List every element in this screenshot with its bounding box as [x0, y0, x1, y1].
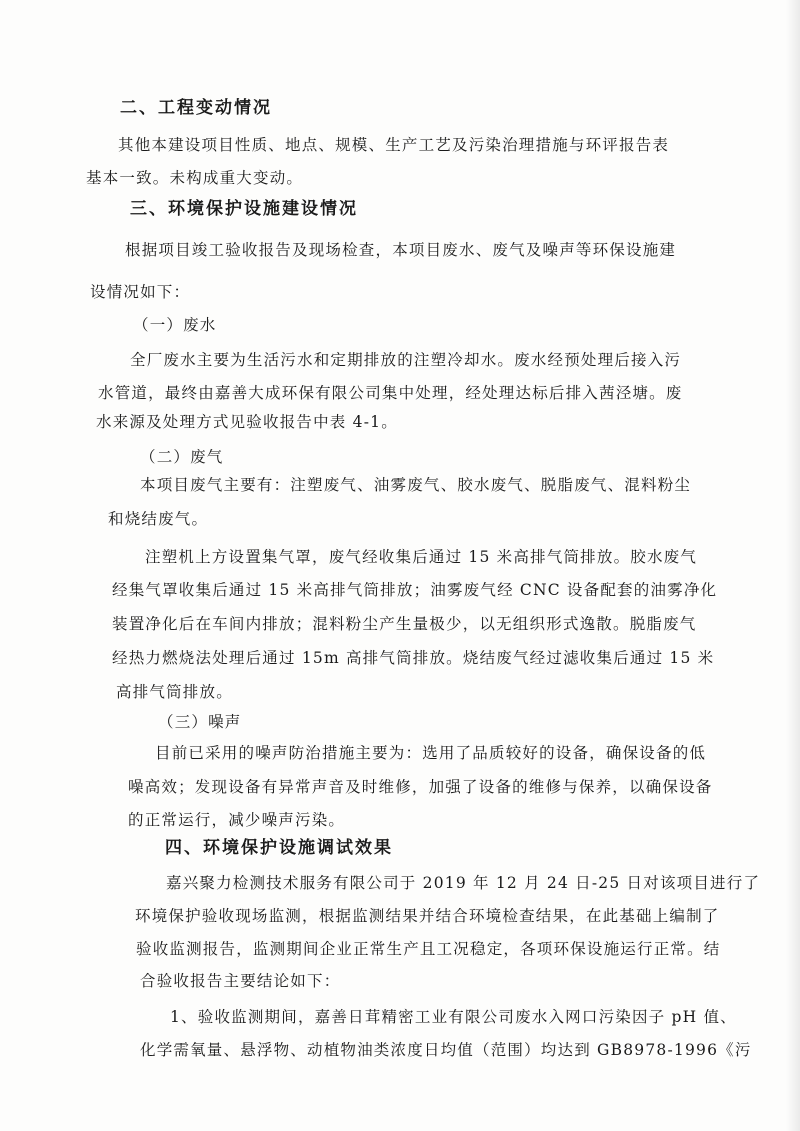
paragraph-line: 全厂废水主要为生活污水和定期排放的注塑冷却水。废水经预处理后接入污: [130, 351, 682, 369]
paragraph-line: 化学需氧量、悬浮物、动植物油类浓度日均值（范围）均达到 GB8978-1996《污: [140, 1041, 752, 1059]
paragraph-line: 装置净化后在车间内排放；混料粉尘产生量极少，以无组织形式逸散。脱脂废气: [112, 615, 697, 633]
paragraph-line: 基本一致。未构成重大变动。: [86, 169, 304, 187]
paragraph-line: 其他本建设项目性质、地点、规模、生产工艺及污染治理措施与环评报告表: [118, 136, 670, 154]
paragraph-line: 和烧结废气。: [108, 510, 209, 528]
paragraph-line: 注塑机上方设置集气罩，废气经收集后通过 15 米高排气筒排放。胶水废气: [145, 548, 698, 566]
paragraph-line: 根据项目竣工验收报告及现场检查，本项目废水、废气及噪声等环保设施建: [125, 241, 677, 259]
paragraph-line: 合验收报告主要结论如下：: [140, 972, 341, 990]
paragraph-line: 水来源及处理方式见验收报告中表 4-1。: [96, 413, 398, 431]
paragraph-line: 水管道，最终由嘉善大成环保有限公司集中处理，经处理达标后排入茜泾塘。废: [98, 384, 683, 402]
paragraph-line: 的正常运行，减少噪声污染。: [128, 811, 346, 829]
section-heading-3: 三、环境保护设施建设情况: [130, 199, 358, 219]
subsection-title-exhaust: （二）废气: [140, 448, 224, 466]
subsection-title-wastewater: （一）废水: [133, 316, 217, 334]
paragraph-line: 验收监测报告，监测期间企业正常生产且工况稳定，各项环保设施运行正常。结: [136, 940, 721, 958]
paragraph-line: 嘉兴聚力检测技术服务有限公司于 2019 年 12 月 24 日-25 日对该项目进行了: [166, 874, 761, 892]
paragraph-line: 设情况如下：: [90, 283, 191, 301]
section-heading-2: 二、工程变动情况: [120, 98, 272, 118]
paragraph-line: 1、验收监测期间，嘉善日茸精密工业有限公司废水入网口污染因子 pH 值、: [170, 1008, 737, 1026]
paragraph-line: 经集气罩收集后通过 15 米高排气筒排放；油雾废气经 CNC 设备配套的油雾净化: [112, 581, 718, 599]
subsection-title-noise: （三）噪声: [158, 713, 242, 731]
paragraph-line: 环境保护验收现场监测，根据监测结果并结合环境检查结果，在此基础上编制了: [135, 907, 720, 925]
paragraph-line: 目前已采用的噪声防治措施主要为：选用了品质较好的设备，确保设备的低: [155, 744, 707, 762]
paragraph-line: 高排气筒排放。: [116, 683, 233, 701]
paragraph-line: 经热力燃烧法处理后通过 15m 高排气筒排放。烧结废气经过滤收集后通过 15 米: [112, 649, 715, 667]
section-heading-4: 四、环境保护设施调试效果: [165, 838, 393, 858]
page-edge-shadow: [786, 0, 800, 1131]
paragraph-line: 本项目废气主要有：注塑废气、油雾废气、胶水废气、脱脂废气、混料粉尘: [140, 476, 692, 494]
paragraph-line: 噪高效；发现设备有异常声音及时维修，加强了设备的维修与保养，以确保设备: [128, 778, 713, 796]
